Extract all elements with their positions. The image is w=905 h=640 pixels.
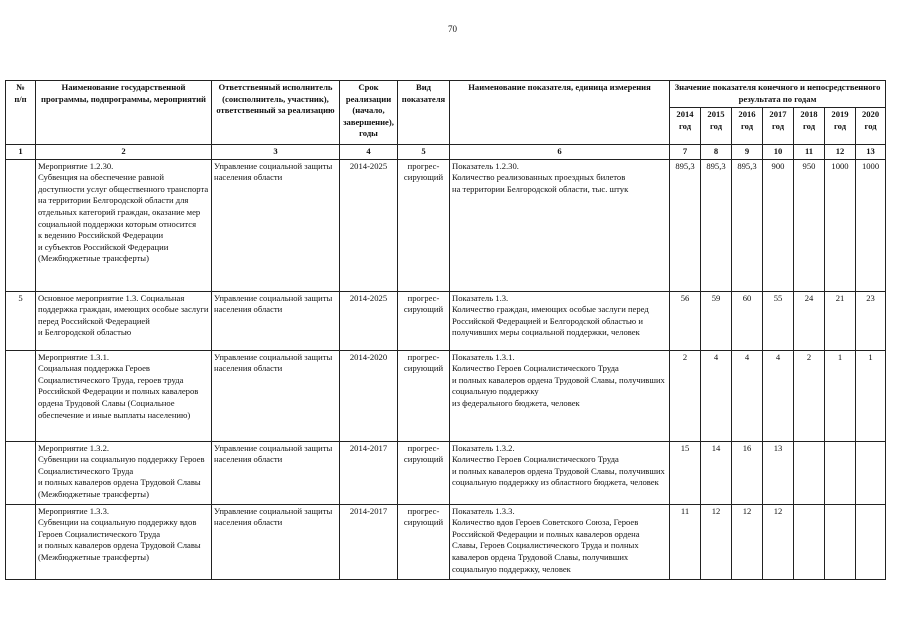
row-responsible: Управление социальной защиты населения области	[212, 441, 340, 504]
row-term: 2014-2020	[340, 350, 398, 441]
row-kind: прогрес- сирующий	[398, 291, 450, 350]
row-value: 56	[670, 291, 701, 350]
row-indicator: Показатель 1.3.1. Количество Героев Социалистического Труда и полных кавалеров ордена Трудовой Славы, получивших социальную поддержку из федерального бюджета, человек	[450, 350, 670, 441]
header-year: 2020 год	[856, 108, 886, 145]
row-value: 15	[670, 441, 701, 504]
header-year: 2016 год	[732, 108, 763, 145]
column-number: 11	[794, 145, 825, 160]
row-value	[856, 504, 886, 579]
column-number: 1	[6, 145, 36, 160]
header-kind: Вид показателя	[398, 81, 450, 145]
row-value	[825, 441, 856, 504]
row-responsible: Управление социальной защиты населения области	[212, 504, 340, 579]
row-value: 1000	[856, 159, 886, 291]
row-value: 23	[856, 291, 886, 350]
row-num: 5	[6, 291, 36, 350]
row-indicator: Показатель 1.2.30. Количество реализованных проездных билетов на территории Белгородской области, тыс. штук	[450, 159, 670, 291]
header-term: Срок реализации (начало, завершение), годы	[340, 81, 398, 145]
table-row	[6, 350, 886, 441]
row-name: Мероприятие 1.3.3. Субвенции на социальную поддержку вдов Героев Социалистического Труда и полных кавалеров ордена Трудовой Славы (Межбюджетные трансферты)	[36, 504, 212, 579]
row-name: Мероприятие 1.3.2. Субвенции на социальную поддержку Героев Социалистического Труда и полных кавалеров ордена Трудовой Славы (Межбюджетные трансферты)	[36, 441, 212, 504]
row-value: 60	[732, 291, 763, 350]
row-value: 900	[763, 159, 794, 291]
row-responsible: Управление социальной защиты населения области	[212, 350, 340, 441]
row-value: 55	[763, 291, 794, 350]
row-value: 895,3	[701, 159, 732, 291]
row-value: 4	[763, 350, 794, 441]
row-value: 4	[732, 350, 763, 441]
row-num	[6, 504, 36, 579]
row-value: 895,3	[670, 159, 701, 291]
header-name: Наименование государственной программы, подпрограммы, мероприятий	[36, 81, 212, 145]
row-term: 2014-2025	[340, 291, 398, 350]
row-value: 4	[701, 350, 732, 441]
row-kind: прогрес- сирующий	[398, 350, 450, 441]
row-indicator: Показатель 1.3.2. Количество Героев Социалистического Труда и полных кавалеров ордена Трудовой Славы, получивших социальную поддержку из областного бюджета, человек	[450, 441, 670, 504]
row-value: 2	[794, 350, 825, 441]
table-row	[6, 291, 886, 350]
row-value: 2	[670, 350, 701, 441]
row-value	[794, 504, 825, 579]
table-row	[6, 159, 886, 291]
row-responsible: Управление социальной защиты населения области	[212, 159, 340, 291]
row-name: Основное мероприятие 1.3. Социальная поддержка граждан, имеющих особые заслуги перед Российской Федерацией и Белгородской областью	[36, 291, 212, 350]
column-number: 5	[398, 145, 450, 160]
row-value: 13	[763, 441, 794, 504]
column-number: 6	[450, 145, 670, 160]
header-num: № п/п	[6, 81, 36, 145]
indicators-table	[5, 80, 886, 580]
column-number: 9	[732, 145, 763, 160]
row-value: 14	[701, 441, 732, 504]
header-year: 2015 год	[701, 108, 732, 145]
table-row	[6, 441, 886, 504]
row-kind: прогрес- сирующий	[398, 159, 450, 291]
header-values-group: Значение показателя конечного и непосредственного результата по годам	[670, 81, 886, 108]
row-value: 59	[701, 291, 732, 350]
row-value: 12	[701, 504, 732, 579]
table-row	[6, 504, 886, 579]
row-indicator: Показатель 1.3.3. Количество вдов Героев Советского Союза, Героев Российской Федерации и полных кавалеров ордена Славы, Героев Социалистического Труда и полных кавалеров ордена Трудовой Славы, получивших социальную поддержку, человек	[450, 504, 670, 579]
row-term: 2014-2017	[340, 504, 398, 579]
row-value: 895,3	[732, 159, 763, 291]
row-responsible: Управление социальной защиты населения области	[212, 291, 340, 350]
row-value: 11	[670, 504, 701, 579]
row-num	[6, 441, 36, 504]
row-name: Мероприятие 1.2.30. Субвенция на обеспечение равной доступности услуг общественного транспорта на территории Белгородской области для отдельных категорий граждан, оказание мер социальной поддержки которым относится к ведению Российской Федерации и субъектов Российской Федерации (Межбюджетные трансферты)	[36, 159, 212, 291]
row-value: 21	[825, 291, 856, 350]
column-number: 2	[36, 145, 212, 160]
header-year: 2019 год	[825, 108, 856, 145]
row-indicator: Показатель 1.3. Количество граждан, имеющих особые заслуги перед Российской Федерацией и Белгородской областью и получивших меры социальной поддержки, человек	[450, 291, 670, 350]
header-indicator: Наименование показателя, единица измерения	[450, 81, 670, 145]
row-value	[825, 504, 856, 579]
row-value: 950	[794, 159, 825, 291]
column-number: 4	[340, 145, 398, 160]
row-value: 16	[732, 441, 763, 504]
row-num	[6, 159, 36, 291]
row-value: 1	[825, 350, 856, 441]
row-value	[794, 441, 825, 504]
row-value: 1000	[825, 159, 856, 291]
row-term: 2014-2025	[340, 159, 398, 291]
row-value: 24	[794, 291, 825, 350]
row-value: 12	[763, 504, 794, 579]
row-name: Мероприятие 1.3.1. Социальная поддержка Героев Социалистического Труда, героев труда Российской Федерации и полных кавалеров ордена Трудовой Славы (Социальное обеспечение и иные выплаты населению)	[36, 350, 212, 441]
row-value	[856, 441, 886, 504]
column-number: 13	[856, 145, 886, 160]
row-term: 2014-2017	[340, 441, 398, 504]
row-kind: прогрес- сирующий	[398, 504, 450, 579]
column-number: 7	[670, 145, 701, 160]
row-value: 1	[856, 350, 886, 441]
column-number: 8	[701, 145, 732, 160]
column-number: 10	[763, 145, 794, 160]
row-num	[6, 350, 36, 441]
row-kind: прогрес- сирующий	[398, 441, 450, 504]
column-number: 3	[212, 145, 340, 160]
header-year: 2014 год	[670, 108, 701, 145]
header-year: 2017 год	[763, 108, 794, 145]
header-year: 2018 год	[794, 108, 825, 145]
page-number: 70	[448, 24, 457, 34]
header-responsible: Ответственный исполнитель (соисполнитель, участник), ответственный за реализацию	[212, 81, 340, 145]
column-number: 12	[825, 145, 856, 160]
row-value: 12	[732, 504, 763, 579]
